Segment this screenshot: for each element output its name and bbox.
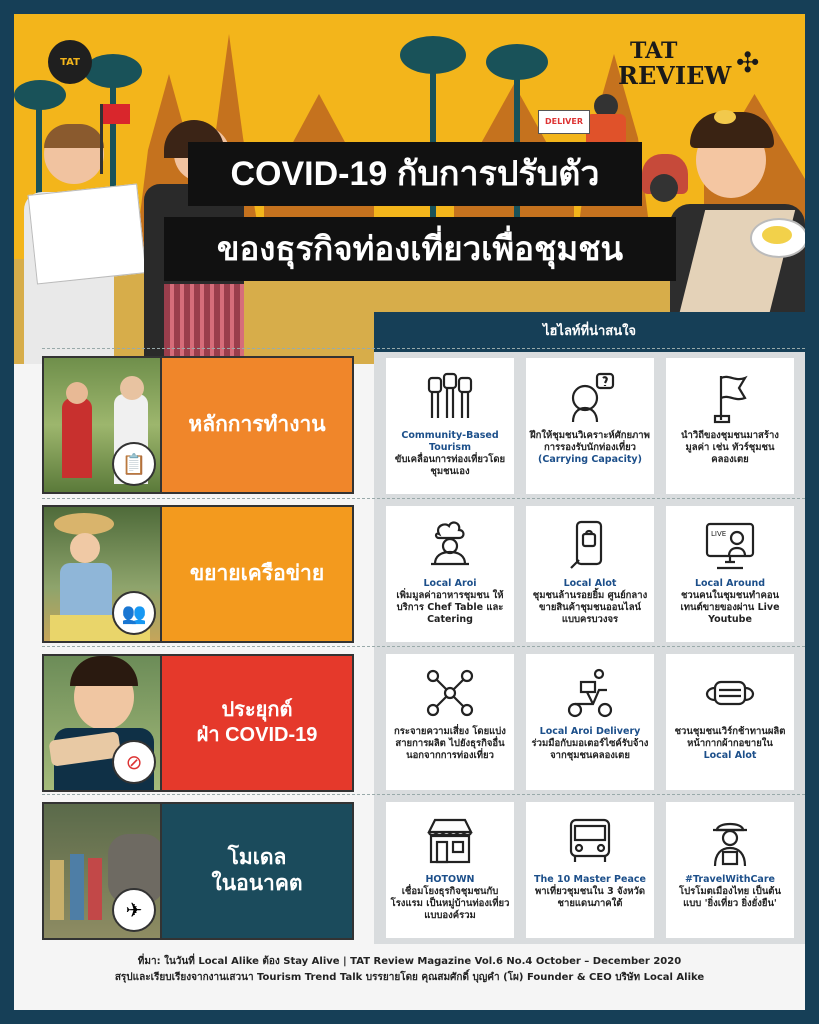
card-highlight: The 10 Master Peace xyxy=(534,874,646,885)
footer-credit-line: สรุปและเรียบเรียงจากงานเสวนา Tourism Trend Talk บรรยายโดย คุณสมศักดิ์ บุญคำ (โผ) Founder & CEO บริษัท Local Alike xyxy=(114,972,705,983)
traveler-icon xyxy=(703,814,757,868)
row-covid xyxy=(42,654,354,792)
card-hotown xyxy=(386,802,514,938)
card-klongtoey-tour xyxy=(666,358,794,494)
card-text: พาเที่ยวชุมชนใน 3 จังหวัดชายแดนภาคใต้ xyxy=(535,886,645,909)
card-text: ขับเคลื่อนการท่องเที่ยวโดยชุมชนเอง xyxy=(394,454,506,477)
svg-text:LIVE: LIVE xyxy=(711,530,727,538)
card-local-alot xyxy=(526,506,654,642)
card-travel-with-care xyxy=(666,802,794,938)
card-highlight: Local Alot xyxy=(703,750,757,761)
card-highlight: (Carrying Capacity) xyxy=(538,454,642,465)
card-community-based-tourism xyxy=(386,358,514,494)
live-stream-icon xyxy=(703,518,757,572)
row-principles xyxy=(42,356,354,494)
thinking-person-icon xyxy=(563,370,617,424)
card-text: ร่วมมือกับมอเตอร์ไซค์รับจ้างจากชุมชนคลองเตย xyxy=(531,738,649,761)
network-icon xyxy=(423,666,477,720)
row-label-principles: หลักการทำงาน xyxy=(162,356,354,494)
shop-building-icon xyxy=(423,814,477,868)
airplane-icon: ✈ xyxy=(112,888,156,932)
red-flag-icon xyxy=(102,104,130,124)
card-face-mask xyxy=(666,654,794,790)
network-people-icon: 👥 xyxy=(112,591,156,635)
card-highlight: Local Aroi xyxy=(423,578,477,589)
face-mask-icon xyxy=(703,666,757,720)
card-text: ฝึกให้ชุมชนวิเคราะห์ศักยภาพการรองรับนักท่องเที่ยว xyxy=(530,430,650,453)
delivery-scooter-icon xyxy=(563,666,617,720)
deliver-sign: DELIVER xyxy=(538,110,590,134)
card-highlight: Local Around xyxy=(694,578,766,589)
card-text: เชื่อมโยงธุรกิจชุมชนกับโรงแรม เป็นหมู่บ้านท่องเที่ยวแบบองค์รวม xyxy=(390,886,510,921)
card-highlight: HOTOWN xyxy=(425,874,475,885)
brand-line1: TAT xyxy=(630,38,678,64)
flag-icon xyxy=(703,370,757,424)
card-highlight: #TravelWithCare xyxy=(685,874,775,885)
row-label-covid: ประยุกต์ ฝ่า COVID-19 xyxy=(162,654,354,792)
card-highlight: Local Alot xyxy=(563,578,617,589)
card-diversify-risk xyxy=(386,654,514,790)
card-highlight: Local Aroi Delivery xyxy=(539,726,641,737)
row-future xyxy=(42,802,354,940)
brand-line2: REVIEW xyxy=(618,61,732,90)
mobile-shopping-icon xyxy=(563,518,617,572)
card-text: โปรโมตเมืองไทย เป็นต้นแบบ 'ยิ่งเที่ยว ยิ่งยั่งยืน' xyxy=(679,886,781,909)
chef-icon xyxy=(423,518,477,572)
card-text: ชวนคนในชุมชนทำคอนเทนต์ขายของผ่าน Live Youtube xyxy=(680,590,780,625)
sparkle-icon: ✣ xyxy=(736,46,760,79)
row-label-future: โมเดล ในอนาคต xyxy=(162,802,354,940)
raised-fists-icon xyxy=(423,370,477,424)
highlights-header: ไฮไลท์ที่น่าสนใจ xyxy=(374,312,805,352)
page-title-line2: ของธุรกิจท่องเที่ยวเพื่อชุมชน xyxy=(164,217,676,281)
card-text: ชุมชนล้านรอยยิ้ม ศูนย์กลางขายสินค้าชุมชนออนไลน์แบบครบวงจร xyxy=(532,590,648,625)
card-local-around xyxy=(666,506,794,642)
no-virus-icon: ⊘ xyxy=(112,740,156,784)
footer-source-line: ที่มา: ในวันที่ Local Alike ต้อง Stay Alive | TAT Review Magazine Vol.6 No.4 October – December 2020 xyxy=(137,956,682,967)
tat-emblem-logo: TAT xyxy=(48,40,92,84)
card-local-aroi xyxy=(386,506,514,642)
card-text: กระจายความเสี่ยง โดยแบ่งสายการผลิต ไปยังธุรกิจอื่น นอกจากการท่องเที่ยว xyxy=(394,726,506,761)
van-icon xyxy=(563,814,617,868)
card-text: ชวนชุมชนเวิร์กช้าทานผลิตหน้ากากผ้ากอขายใน xyxy=(674,726,786,749)
card-text: เพิ่มมูลค่าอาหารชุมชน ให้บริการ Chef Table และ Catering xyxy=(396,590,504,625)
row-network xyxy=(42,505,354,643)
row-label-network: ขยายเครือข่าย xyxy=(162,505,354,643)
page-title-line1: COVID-19 กับการปรับตัว xyxy=(188,142,642,206)
card-carrying-capacity xyxy=(526,358,654,494)
tat-review-logo xyxy=(618,40,763,92)
source-footer xyxy=(14,954,805,986)
card-local-aroi-delivery xyxy=(526,654,654,790)
card-10-master-peace xyxy=(526,802,654,938)
presentation-board-icon: 📋 xyxy=(112,442,156,486)
card-text: นำวิถีของชุมชนมาสร้างมูลค่า เช่น ทัวร์ชุมชนคลองเตย xyxy=(681,430,779,465)
card-highlight: Community-Based Tourism xyxy=(401,430,499,453)
